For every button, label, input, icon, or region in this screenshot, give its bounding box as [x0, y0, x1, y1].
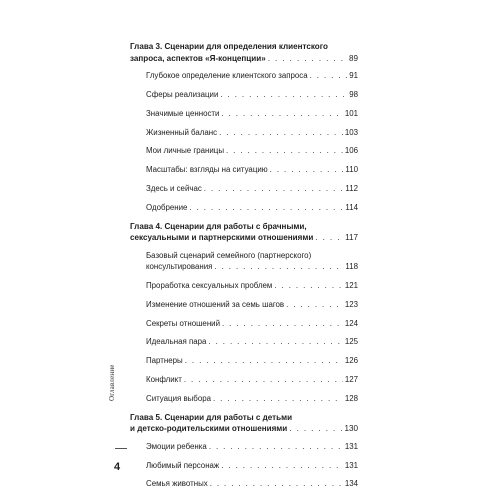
entry-page-number: 103 [344, 127, 358, 137]
entry-title: Жизненный баланс [146, 127, 218, 137]
toc-entry[interactable] [146, 127, 358, 138]
toc-entry[interactable] [146, 108, 358, 119]
toc-entry[interactable] [146, 183, 358, 194]
entry-title: Семья животных [146, 479, 208, 489]
toc-entry[interactable] [146, 250, 358, 273]
entry-page-number: 125 [344, 337, 358, 347]
toc-entry[interactable] [146, 299, 358, 310]
entry-title: Изменение отношений за семь шагов [146, 299, 285, 309]
toc-entry[interactable] [146, 336, 358, 347]
toc-entry[interactable] [146, 202, 358, 213]
chapter-page-number: 130 [344, 424, 358, 434]
dot-leader [289, 423, 342, 435]
dot-leader [219, 127, 343, 138]
dot-leader [189, 202, 343, 213]
toc-entry[interactable] [146, 164, 358, 175]
entry-page-number: 112 [345, 183, 358, 193]
dot-leader [210, 478, 343, 489]
dot-leader [315, 232, 343, 244]
toc-entry[interactable] [146, 70, 358, 81]
chapter-title-line1: Глава 3. Сценарии для определения клиентского [130, 42, 328, 51]
entry-page-number: 134 [344, 479, 358, 489]
entry-title: Ситуация выбора [146, 393, 211, 403]
entry-page-number: 114 [345, 202, 358, 212]
dot-leader [208, 336, 342, 347]
entry-title: Любимый персонаж [146, 460, 220, 470]
entry-title: Базовый сценарий семейного (партнерского) [146, 250, 312, 260]
toc-entry[interactable] [146, 478, 358, 489]
dot-leader [220, 89, 347, 100]
toc-entry[interactable] [146, 355, 358, 366]
entry-title: Конфликт [146, 374, 182, 384]
entry-title: Глубокое определение клиентского запроса [146, 71, 308, 81]
page-number: 4 [114, 461, 121, 473]
toc-entry[interactable] [146, 393, 358, 404]
chapter-page-number: 117 [345, 233, 358, 243]
table-of-contents [130, 41, 358, 497]
entry-title: Масштабы: взгляды на ситуацию [146, 165, 268, 175]
dot-leader [286, 299, 343, 310]
chapter-title-line2: сексуальными и партнерскими отношениями [130, 233, 314, 243]
dot-leader [204, 183, 344, 194]
entry-page-number: 124 [344, 318, 358, 328]
entry-title: Эмоции ребенка [146, 441, 207, 451]
toc-entry[interactable] [146, 374, 358, 385]
entry-title: Мои личные границы [146, 146, 224, 156]
entry-title: Одобрение [146, 202, 188, 212]
dot-leader [184, 374, 343, 385]
chapter-page-number: 89 [348, 53, 358, 63]
chapter-title-line2: и детско-родительскими отношениями [130, 424, 288, 434]
dot-leader [213, 393, 343, 404]
chapter-5-heading[interactable] [130, 412, 358, 435]
chapter-title-line2: запроса, аспектов «Я-концепции» [130, 53, 266, 63]
chapter-title-line1: Глава 5. Сценарии для работы с детьми [130, 412, 293, 422]
chapter-4-heading[interactable] [130, 221, 358, 244]
toc-entry[interactable] [146, 441, 358, 452]
dot-leader [310, 70, 348, 81]
entry-page-number: 126 [344, 356, 358, 366]
side-divider [115, 448, 127, 449]
toc-entry[interactable] [146, 145, 358, 156]
entry-page-number: 127 [344, 374, 358, 384]
entry-title: Секреты отношений [146, 318, 220, 328]
entry-title: Идеальная пара [146, 337, 207, 347]
entry-title: Партнеры [146, 356, 183, 366]
dot-leader [270, 164, 344, 175]
chapter-3-heading[interactable] [130, 41, 358, 64]
chapter-title-line1: Глава 4. Сценарии для работы с брачными, [130, 221, 307, 231]
dot-leader [268, 53, 347, 65]
entry-page-number: 118 [345, 262, 358, 272]
dot-leader [274, 280, 342, 291]
entry-page-number: 91 [349, 71, 358, 81]
toc-entry[interactable] [146, 280, 358, 291]
entry-page-number: 121 [344, 280, 358, 290]
entry-title: Здесь и сейчас [146, 183, 202, 193]
dot-leader [221, 108, 342, 119]
dot-leader [221, 460, 343, 471]
entry-page-number: 131 [344, 460, 358, 470]
entry-page-number: 98 [349, 89, 358, 99]
toc-entry[interactable] [146, 460, 358, 471]
dot-leader [209, 441, 343, 452]
entry-page-number: 128 [344, 393, 358, 403]
entry-title: Сферы реализации [146, 89, 219, 99]
entry-page-number: 110 [345, 165, 358, 175]
toc-entry[interactable] [146, 89, 358, 100]
entry-title-continued: консультирования [146, 262, 213, 272]
entry-title: Значимые ценности [146, 108, 220, 118]
dot-leader [226, 145, 343, 156]
dot-leader [214, 261, 343, 272]
toc-entry[interactable] [146, 318, 358, 329]
entry-title: Проработка сексуальных проблем [146, 280, 273, 290]
entry-page-number: 123 [344, 299, 358, 309]
dot-leader [185, 355, 343, 366]
entry-page-number: 101 [344, 108, 358, 118]
entry-page-number: 106 [344, 146, 358, 156]
section-side-label: Оглавление [108, 364, 116, 401]
dot-leader [222, 318, 343, 329]
entry-page-number: 131 [344, 441, 358, 451]
